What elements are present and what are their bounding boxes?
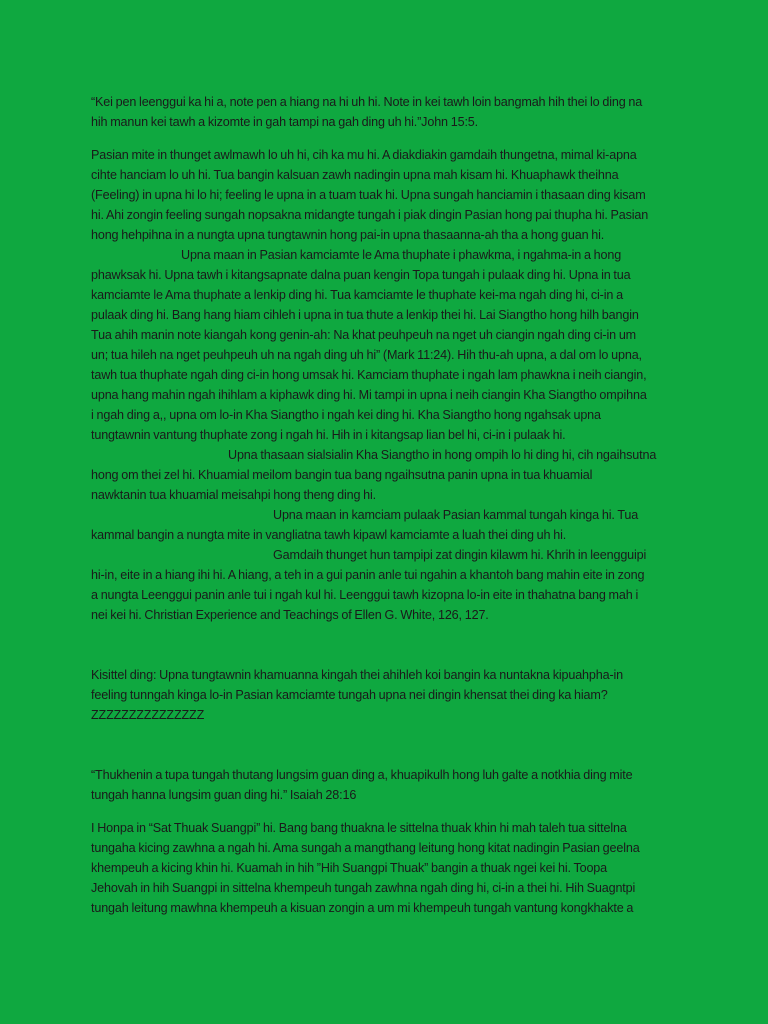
text-line: Tua ahih manin note kiangah kong genin-ah: Na khat peuhpeuh na nget uh ciangin ngah ding ci-in um: [91, 328, 637, 342]
text-line: Gamdaih thunget hun tampipi zat dingin kilawm hi. Khrih in leengguipi: [273, 548, 647, 562]
text-line: pulaak ding hi. Bang hang hiam cihleh i upna in tua thute a lenkip thei hi. Lai Siangtho hong hilh bangin: [91, 308, 639, 322]
text-line: Upna maan in kamciam pulaak Pasian kammal tungah kinga hi. Tua: [273, 508, 639, 522]
text-line: hong hehpihna in a nungta upna tungtawnin hong pai-in upna thasaanna-ah tha a hong guan hi.: [91, 228, 605, 242]
text-line: hih manun kei tawh a kizomte in gah tampi na gah ding uh hi.”John 15:5.: [91, 115, 479, 129]
body-paragraph: [91, 145, 676, 625]
text-line: tungtawnin vantung thuphate zong i ngah hi. Hih in i kitangsap lian bel hi, ci-in i pulaak hi.: [91, 428, 566, 442]
text-line: hi-in, eite in a hiang ihi hi. A hiang, a teh in a gui panin anle tui ngahin a khantoh bang mahin eite in zong: [91, 568, 645, 582]
text-line: Upna thasaan sialsialin Kha Siangtho in hong ompih lo hi ding hi, cih ngaihsutna: [228, 448, 657, 462]
scripture-quote-john: [91, 92, 676, 132]
text-line: i ngah ding a,, upna om lo-in Kha Siangtho i ngah kei ding hi. Kha Siangtho hong ngahsak upna: [91, 408, 601, 422]
text-line: I Honpa in “Sat Thuak Suangpi” hi. Bang bang thuakna le sittelna thuak khin hi mah taleh tua sittelna: [91, 821, 627, 835]
text-line: phawksak hi. Upna tawh i kitangsapnate dalna puan kengin Topa tungah i pulaak ding hi. Upna in tua: [91, 268, 631, 282]
reflection-question: [91, 665, 676, 725]
text-line: kamciamte le Ama thuphate a lenkip ding hi. Tua kamciamte le thuphate kei-ma ngah ding hi, ci-in a: [91, 288, 623, 302]
body-paragraph-2: [91, 818, 676, 918]
text-line: tawh tua thuphate ngah ding ci-in hong umsak hi. Kamciam thuphate i ngah lam phawkna i neih ciangin,: [91, 368, 647, 382]
text-line: cihte hanciam lo uh hi. Tua bangin kalsuan zawh nadingin upna mah kisam hi. Khuaphawk theihna: [91, 168, 619, 182]
text-line: (Feeling) in upna hi lo hi; feeling le upna in a tuam tuak hi. Upna sungah hanciamin i thasaan ding kisam: [91, 188, 646, 202]
text-line: Jehovah in hih Suangpi in sittelna khempeuh tungah zawhna ngah ding hi, ci-in a thei hi. Hih Suagntpi: [91, 881, 636, 895]
text-line: tungaha kicing zawhna a ngah hi. Ama sungah a mangthang leitung hong kitat nadingin Pasian geelna: [91, 841, 640, 855]
text-line: Kisittel ding: Upna tungtawnin khamuanna kingah thei ahihleh koi bangin ka nuntakna kipuahpha-in: [91, 668, 624, 682]
text-line: nei kei hi. Christian Experience and Teachings of Ellen G. White, 126, 127.: [91, 608, 489, 622]
text-line: Upna maan in Pasian kamciamte le Ama thuphate i phawkma, i ngahma-in a hong: [181, 248, 622, 262]
text-line: khempeuh a kicing khin hi. Kuamah in hih ”Hih Suangpi Thuak” bangin a thuak ngei kei hi. Toopa: [91, 861, 608, 875]
text-line: ZZZZZZZZZZZZZZZ: [91, 708, 205, 722]
text-line: feeling tunngah kinga lo-in Pasian kamciamte tungah upna nei dingin khensat thei ding ka hiam?: [91, 688, 608, 702]
text-line: un; tua hileh na nget peuhpeuh uh na ngah ding uh hi” (Mark 11:24). Hih thu-ah upna, a dal om lo upna,: [91, 348, 642, 362]
text-line: hi. Ahi zongin feeling sungah nopsakna midangte tungah i piak dingin Pasian hong pai thupha hi. Pasian: [91, 208, 649, 222]
scripture-quote-isaiah: [91, 765, 676, 805]
text-line: a nungta Leenggui panin anle tui i ngah kul hi. Leenggui tawh kizopna lo-in eite in thahatna bang mah i: [91, 588, 639, 602]
text-line: tungah hanna lungsim guan ding hi.” Isaiah 28:16: [91, 788, 357, 802]
text-line: “Kei pen leenggui ka hi a, note pen a hiang na hi uh hi. Note in kei tawh loin bangmah hih thei lo ding na: [91, 95, 643, 109]
text-line: tungah leitung mawhna khempeuh a kisuan zongin a um mi khempeuh tungah vantung kongkhakte a: [91, 901, 634, 915]
text-line: Pasian mite in thunget awlmawh lo uh hi, cih ka mu hi. A diakdiakin gamdaih thungetna, mimal ki-apna: [91, 148, 637, 162]
text-line: upna hang mahin ngah ihihlam a kiphawk ding hi. Mi tampi in upna i neih ciangin Kha Siangtho ompihna: [91, 388, 647, 402]
text-line: nawktanin tua khuamial meisahpi hong theng ding hi.: [91, 488, 377, 502]
text-line: hong om thei zel hi. Khuamial meilom bangin tua bang ngaihsutna panin upna in tua khuamial: [91, 468, 593, 482]
text-line: kammal bangin a nungta mite in vangliatna tawh kipawl kamciamte a luah thei ding uh hi.: [91, 528, 567, 542]
document-page: [91, 92, 676, 918]
text-line: “Thukhenin a tupa tungah thutang lungsim guan ding a, khuapikulh hong luh galte a notkhia ding mite: [91, 768, 633, 782]
